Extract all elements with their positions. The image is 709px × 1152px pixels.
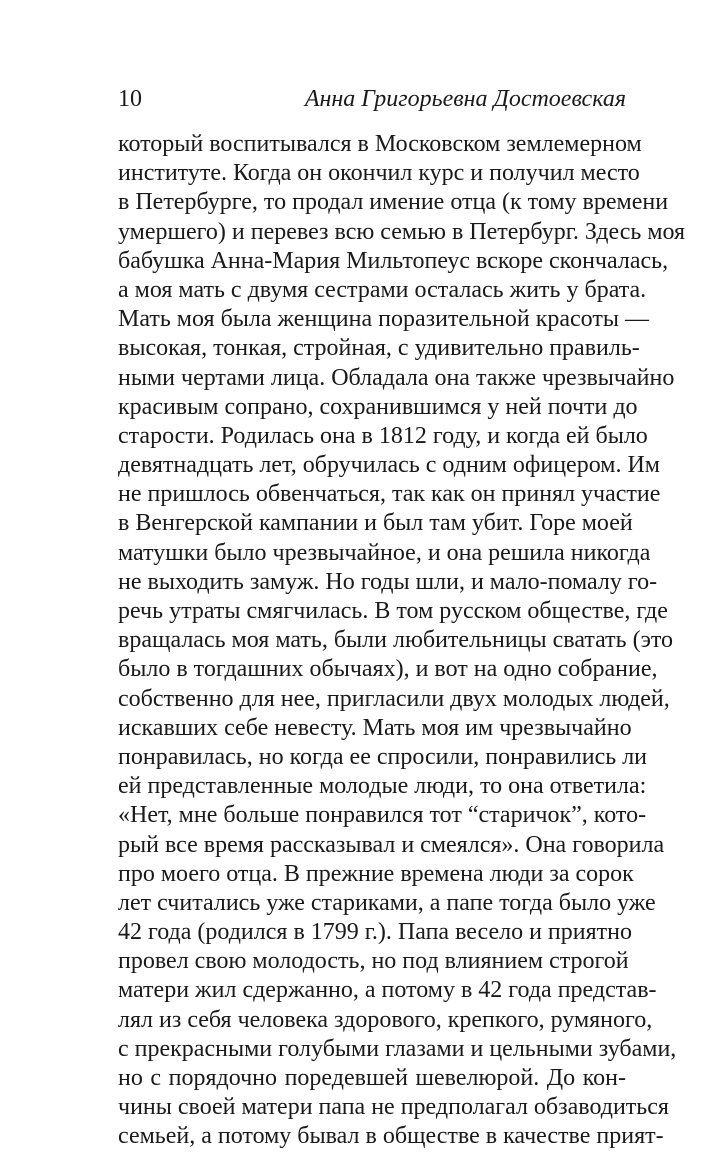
text-line: умершего) и перевез всю семью в Петербург. Здесь моя — [118, 218, 686, 245]
text-line: про моего отца. В прежние времена люди за сорок — [118, 860, 634, 887]
text-line: вращалась моя мать, были любительницы сватать (это — [118, 627, 674, 654]
text-line: семьей, а потому бывал в обществе в качестве прият- — [118, 1123, 664, 1150]
text-line: матери жил сдержанно, а потому в 42 года представ- — [118, 977, 657, 1004]
text-line: но с порядочно поредевшей шевелюрой. До кон- — [118, 1065, 626, 1091]
text-line: в Венгерской кампании и был там убит. Горе моей — [118, 510, 633, 537]
text-line: речь утраты смягчилась. В том русском обществе, где — [118, 598, 668, 624]
text-line: девятнадцать лет, обручилась с одним офицером. Им — [118, 452, 660, 479]
text-line: красивым сопрано, сохранившимся у ней почти до — [118, 393, 638, 420]
text-line: лял из себя человека здорового, крепкого, румяного, — [118, 1006, 653, 1033]
text-line: бабушка Анна-Мария Мильтопеус вскоре скончалась, — [118, 247, 669, 274]
text-line: собственно для нее, пригласили двух молодых людей, — [118, 685, 670, 712]
text-line: а моя мать с двумя сестрами осталась жить у брата. — [118, 276, 647, 303]
body-text — [118, 130, 686, 1152]
text-line: лет считались уже стариками, а папе тогда было уже — [118, 889, 656, 916]
text-line: понравилась, но когда ее спросили, понравились ли — [118, 743, 648, 770]
text-line: старости. Родилась она в 1812 году, и когда ей было — [118, 422, 648, 449]
text-line: «Нет, мне больше понравился тот “старичок”, кото- — [118, 802, 647, 829]
text-line: рый все время рассказывал и смеялся». Она говорила — [118, 831, 665, 858]
text-line: чины своей матери папа не предполагал обзаводиться — [118, 1094, 669, 1121]
running-head: Анна Григорьевна Достоевская — [304, 86, 626, 112]
text-line: 42 года (родился в 1799 г.). Папа весело и приятно — [118, 919, 632, 946]
text-line: не выходить замуж. Но годы шли, и мало-помалу го- — [118, 568, 658, 595]
text-line: провел свою молодость, но под влиянием строгой — [118, 948, 629, 975]
text-line: ными чертами лица. Обладала она также чрезвычайно — [118, 364, 675, 391]
text-line: в Петербурге, то продал имение отца (к тому времени — [118, 189, 669, 216]
page-number: 10 — [118, 86, 142, 112]
text-line: было в тогдашних обычаях), и вот на одно собрание, — [118, 656, 658, 683]
text-line: высокая, тонкая, стройная, с удивительно правиль- — [118, 335, 640, 362]
text-line: институте. Когда он окончил курс и получил место — [118, 160, 640, 187]
text-line: матушки было чрезвычайное, и она решила никогда — [118, 539, 651, 566]
text-line: Мать моя была женщина поразительной красоты — — [118, 306, 649, 333]
text-line: с прекрасными голубыми глазами и цельными зубами, — [118, 1035, 677, 1062]
text-line: не пришлось обвенчаться, так как он принял участие — [118, 481, 661, 508]
text-line: ей представленные молодые люди, то она ответила: — [118, 773, 647, 800]
text-line: искавших себе невесту. Мать моя им чрезвычайно — [118, 714, 632, 741]
text-line: который воспитывался в Московском землемерном — [118, 131, 642, 157]
page-header — [118, 84, 626, 114]
